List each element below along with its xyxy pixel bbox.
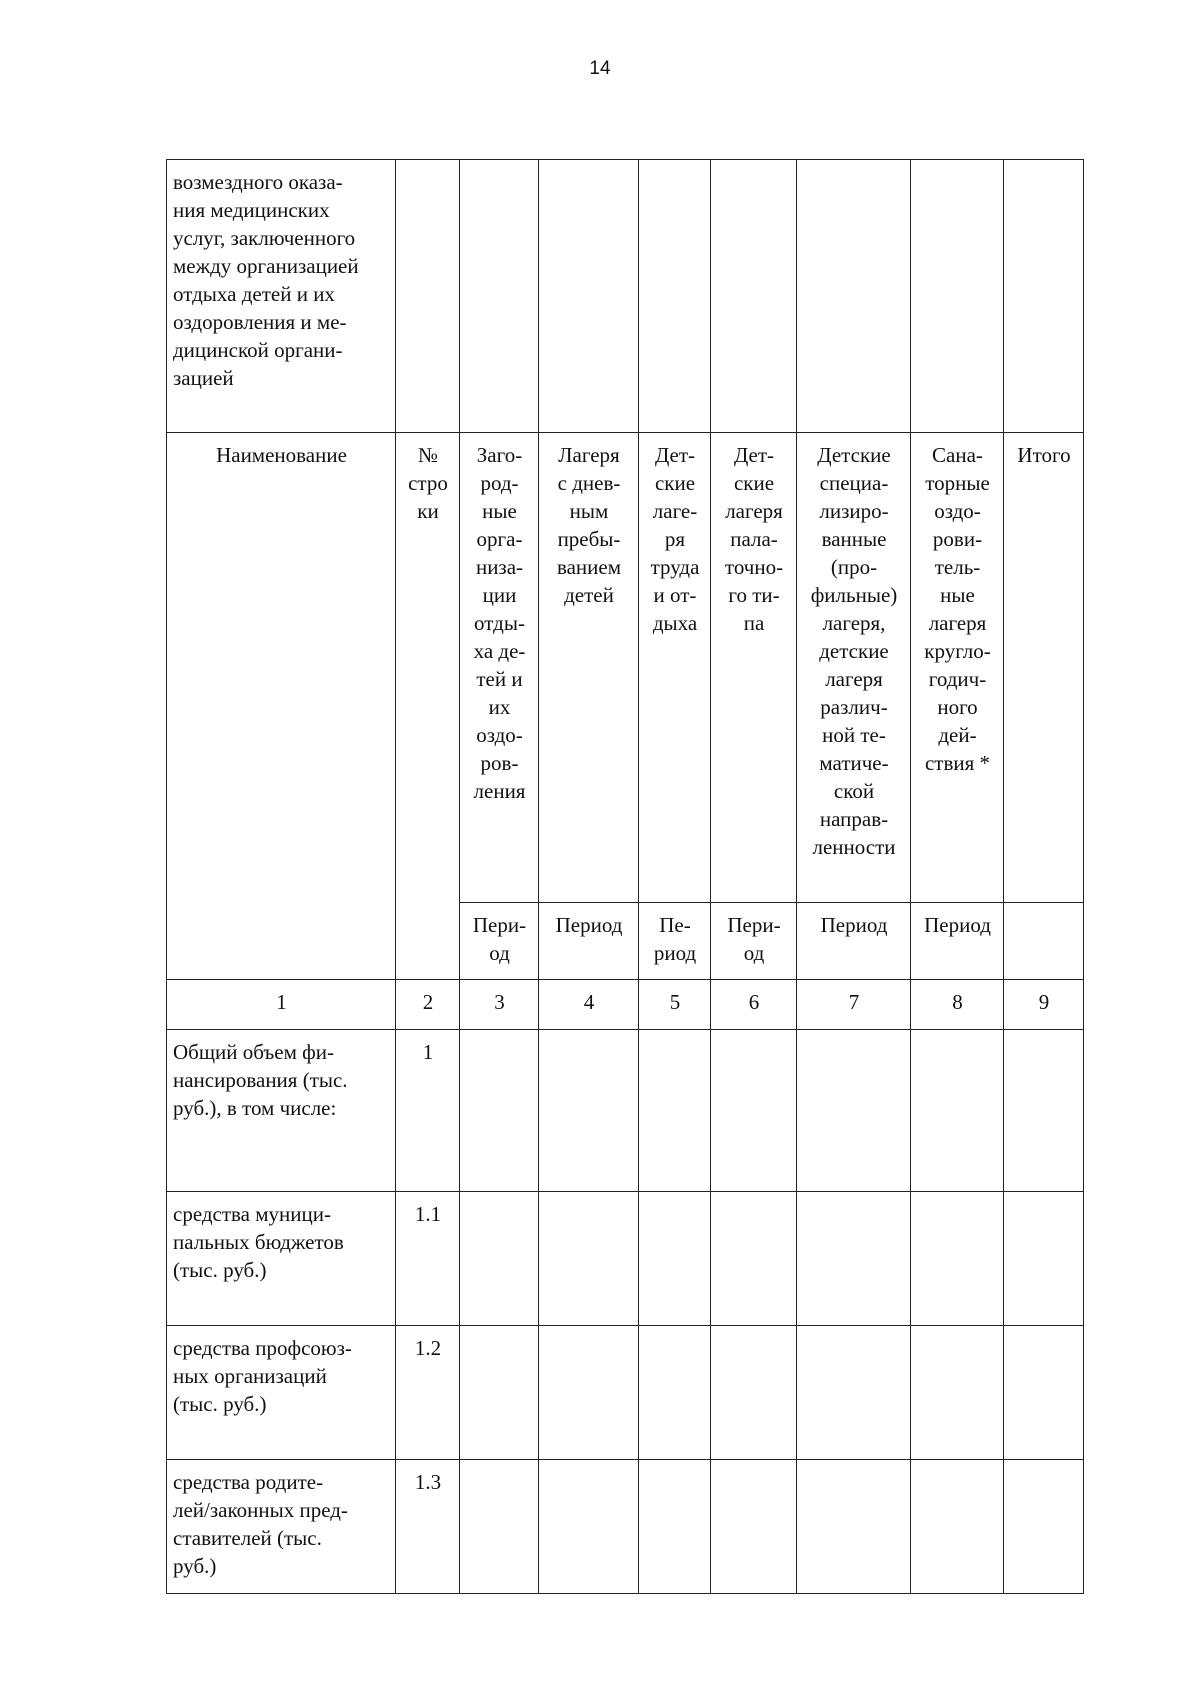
row-label: средства родите- лей/законных пред- ставителей (тыс. руб.) [173, 1470, 348, 1578]
header-col-label: Заго- род- ные орга- низа- ции отды- ха де- тей и их оздо- ров- ления [473, 443, 526, 803]
header-name-cell [167, 433, 396, 980]
column-number: 7 [848, 990, 860, 1014]
header-col-9 [1004, 433, 1084, 903]
header-name: Наименование [216, 443, 347, 467]
row-label-cell [167, 1460, 396, 1594]
empty-cell [460, 160, 539, 433]
column-number: 2 [422, 990, 434, 1014]
column-number-cell [797, 980, 911, 1030]
column-number-cell [167, 980, 396, 1030]
column-number-cell [911, 980, 1004, 1030]
column-number-cell [639, 980, 711, 1030]
column-number-cell [460, 980, 539, 1030]
row-no: 1.3 [414, 1470, 442, 1494]
value-cell[interactable] [539, 1460, 639, 1594]
value-cell[interactable] [711, 1326, 797, 1460]
row-label-cell [167, 1030, 396, 1192]
table-row [167, 1030, 1084, 1192]
value-cell[interactable] [1004, 1030, 1084, 1192]
column-number: 5 [669, 990, 681, 1014]
period-cell [539, 903, 639, 980]
empty-cell [711, 160, 797, 433]
period-label: Период [924, 913, 991, 937]
header-col-label: Дет- ские лагеря пала- точно- го ти- па [724, 443, 784, 635]
row-no: 1.2 [414, 1336, 442, 1360]
value-cell[interactable] [711, 1030, 797, 1192]
column-number: 1 [276, 990, 287, 1014]
column-number: 4 [583, 990, 595, 1014]
period-cell [911, 903, 1004, 980]
row-label: средства профсоюз- ных организаций (тыс. руб.) [173, 1336, 352, 1416]
value-cell[interactable] [539, 1030, 639, 1192]
table-row [167, 1460, 1084, 1594]
value-cell[interactable] [1004, 1460, 1084, 1594]
value-cell[interactable] [539, 1192, 639, 1326]
column-number-cell [539, 980, 639, 1030]
row-no-cell [396, 1192, 460, 1326]
empty-cell [639, 160, 711, 433]
row-label: Общий объем фи- нансирования (тыс. руб.), в том числе: [173, 1040, 348, 1120]
value-cell[interactable] [1004, 1192, 1084, 1326]
value-cell[interactable] [711, 1192, 797, 1326]
header-row-no: № стро ки [408, 443, 448, 523]
empty-cell [797, 160, 911, 433]
page-number: 14 [589, 58, 611, 79]
empty-cell [396, 160, 460, 433]
column-number: 8 [952, 990, 963, 1014]
header-col-3 [460, 433, 539, 903]
period-label: Период [820, 913, 888, 937]
period-label: Пери- од [472, 913, 527, 965]
continuation-row [167, 160, 1084, 433]
period-cell [797, 903, 911, 980]
row-label-cell [167, 1326, 396, 1460]
empty-cell [539, 160, 639, 433]
empty-cell [1004, 160, 1084, 433]
period-label [1004, 903, 1083, 911]
header-col-4 [539, 433, 639, 903]
column-number-cell [711, 980, 797, 1030]
value-cell[interactable] [460, 1460, 539, 1594]
row-no-cell [396, 1030, 460, 1192]
table-row [167, 1192, 1084, 1326]
row-no-cell [396, 1326, 460, 1460]
header-col-label: Лагеря с днев- ным пребы- ванием детей [556, 443, 622, 607]
row-label-cell [167, 1192, 396, 1326]
value-cell[interactable] [460, 1326, 539, 1460]
period-cell [639, 903, 711, 980]
header-col-label: Сана- торные оздо- рови- тель- ные лагеря кругло- годич- ного дей- ствия * [924, 443, 991, 775]
value-cell[interactable] [911, 1460, 1004, 1594]
header-col-8 [911, 433, 1004, 903]
row-label: средства муници- пальных бюджетов (тыс. руб.) [173, 1202, 344, 1282]
header-col-5 [639, 433, 711, 903]
period-cell [1004, 903, 1084, 980]
value-cell[interactable] [539, 1326, 639, 1460]
value-cell[interactable] [639, 1192, 711, 1326]
row-no: 1 [422, 1040, 434, 1064]
header-row-no-cell [396, 433, 460, 980]
value-cell[interactable] [797, 1192, 911, 1326]
period-label: Пери- од [727, 913, 781, 965]
value-cell[interactable] [639, 1460, 711, 1594]
row-no: 1.1 [414, 1202, 442, 1226]
value-cell[interactable] [639, 1326, 711, 1460]
period-cell [711, 903, 797, 980]
value-cell[interactable] [639, 1030, 711, 1192]
financing-table [166, 159, 1084, 1594]
empty-cell [911, 160, 1004, 433]
column-number: 9 [1038, 990, 1050, 1014]
header-col-label: Итого [1017, 443, 1071, 467]
continuation-text: возмездного оказа- ния медицинских услуг, заключенного между организацией отдыха детей и их оздоровления и ме- дицинской органи- зацией [173, 170, 359, 390]
column-number: 6 [748, 990, 760, 1014]
header-col-6 [711, 433, 797, 903]
column-numbers-row [167, 980, 1084, 1030]
value-cell[interactable] [460, 1030, 539, 1192]
column-number-cell [396, 980, 460, 1030]
value-cell[interactable] [911, 1326, 1004, 1460]
period-cell [460, 903, 539, 980]
value-cell[interactable] [797, 1460, 911, 1594]
value-cell[interactable] [711, 1460, 797, 1594]
table-row [167, 1326, 1084, 1460]
header-col-label: Детские специа- лизиро- ванные (про- фильные) лагеря, детские лагеря различ- ной те- матиче- ской направ- ленности [810, 443, 898, 859]
value-cell[interactable] [911, 1030, 1004, 1192]
header-row [167, 433, 1084, 903]
column-number: 3 [494, 990, 505, 1014]
value-cell[interactable] [1004, 1326, 1084, 1460]
continuation-cell [167, 160, 396, 433]
value-cell[interactable] [460, 1192, 539, 1326]
period-label: Пе- риод [653, 913, 697, 965]
column-number-cell [1004, 980, 1084, 1030]
value-cell[interactable] [797, 1326, 911, 1460]
row-no-cell [396, 1460, 460, 1594]
header-col-label: Дет- ские лаге- ря труда и от- дыха [650, 443, 700, 635]
period-label: Период [555, 913, 623, 937]
header-col-7 [797, 433, 911, 903]
value-cell[interactable] [797, 1030, 911, 1192]
value-cell[interactable] [911, 1192, 1004, 1326]
